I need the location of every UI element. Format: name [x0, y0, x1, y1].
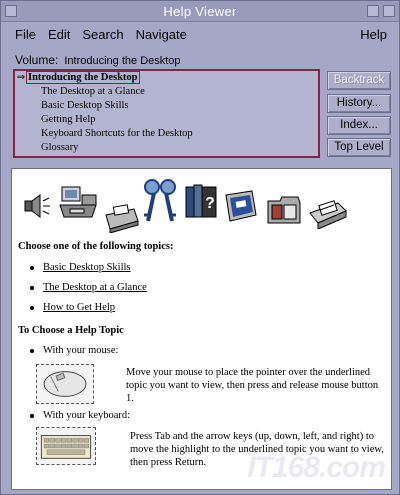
keyboard-label: With your keyboard: [43, 410, 131, 421]
list-item [30, 302, 115, 313]
menu-bar [1, 23, 399, 45]
volume-row [15, 53, 181, 67]
site-watermark: IT168.com [247, 451, 385, 484]
mouse-instructions: Move your mouse to place the pointer over the underlined topic you want to view, then press and release mouse button 1. [126, 367, 379, 404]
bullet-icon [30, 266, 34, 270]
keyboard-instructions: Press Tab and the arrow keys (up, down, left, and right) to move the highlight to the underlined topic you want to view, then press Return. [130, 431, 384, 468]
folder-icon [264, 193, 304, 227]
menu-help[interactable]: Help [360, 26, 387, 42]
title-bar[interactable] [1, 1, 399, 22]
list-item [30, 262, 131, 273]
bullet-icon [30, 306, 34, 310]
help-content-pane[interactable] [11, 168, 392, 490]
backtrack-button[interactable]: Backtrack [327, 71, 391, 90]
topic-list[interactable] [13, 69, 320, 158]
list-item [30, 282, 147, 293]
list-item [30, 410, 130, 421]
help-book-icon [184, 183, 218, 221]
top-level-button[interactable]: Top Level [327, 138, 391, 157]
list-item [30, 345, 118, 356]
topic-item-basic-skills[interactable] [15, 99, 318, 113]
topic-item-glossary[interactable] [15, 141, 318, 155]
topic-item-keyboard-shortcuts[interactable] [15, 127, 318, 141]
minimize-button[interactable] [367, 5, 379, 17]
monitor-icon [222, 189, 258, 227]
window-title: Help Viewer [163, 3, 237, 19]
topic-label: Basic Desktop Skills [41, 100, 129, 111]
index-button[interactable]: Index... [327, 116, 391, 135]
topic-label: Glossary [41, 142, 79, 153]
menu-search[interactable]: Search [82, 26, 124, 42]
mouse-icon [36, 364, 94, 404]
svg-text:?: ? [205, 195, 215, 212]
menu-file[interactable]: File [15, 26, 36, 42]
keys-icon [140, 177, 180, 229]
bullet-icon [30, 349, 34, 353]
topic-item-getting-help[interactable] [15, 113, 318, 127]
choose-topics-heading: Choose one of the following topics: [18, 241, 174, 252]
topic-item-introducing[interactable] [15, 71, 318, 85]
volume-value: Introducing the Desktop [64, 55, 181, 67]
topic-label: Introducing the Desktop [28, 72, 138, 83]
printer-desk-icon [56, 181, 100, 225]
current-topic-marker: ⇒ [16, 72, 26, 83]
maximize-button[interactable] [383, 5, 395, 17]
scanner-icon [104, 203, 140, 233]
mouse-label: With your mouse: [43, 345, 119, 356]
bullet-icon [30, 286, 34, 290]
topic-item-desktop-glance[interactable] [15, 85, 318, 99]
bullet-icon [30, 414, 34, 418]
window-menu-button[interactable] [5, 5, 17, 17]
speaker-icon [22, 191, 52, 221]
volume-label: Volume: [15, 53, 59, 67]
topic-label: Keyboard Shortcuts for the Desktop [41, 128, 193, 139]
menu-edit[interactable]: Edit [47, 26, 71, 42]
link-how-to-get-help[interactable]: How to Get Help [43, 302, 116, 313]
mail-tray-icon [308, 197, 348, 229]
icon-strip [18, 177, 388, 237]
topic-label: Getting Help [41, 114, 96, 125]
keyboard-icon [36, 427, 96, 465]
topic-label: The Desktop at a Glance [41, 86, 145, 97]
menu-navigate[interactable]: Navigate [135, 26, 187, 42]
link-desktop-at-a-glance[interactable]: The Desktop at a Glance [43, 282, 147, 293]
link-basic-desktop-skills[interactable]: Basic Desktop Skills [43, 262, 131, 273]
how-to-choose-heading: To Choose a Help Topic [18, 325, 124, 336]
history-button[interactable]: History... [327, 94, 391, 113]
